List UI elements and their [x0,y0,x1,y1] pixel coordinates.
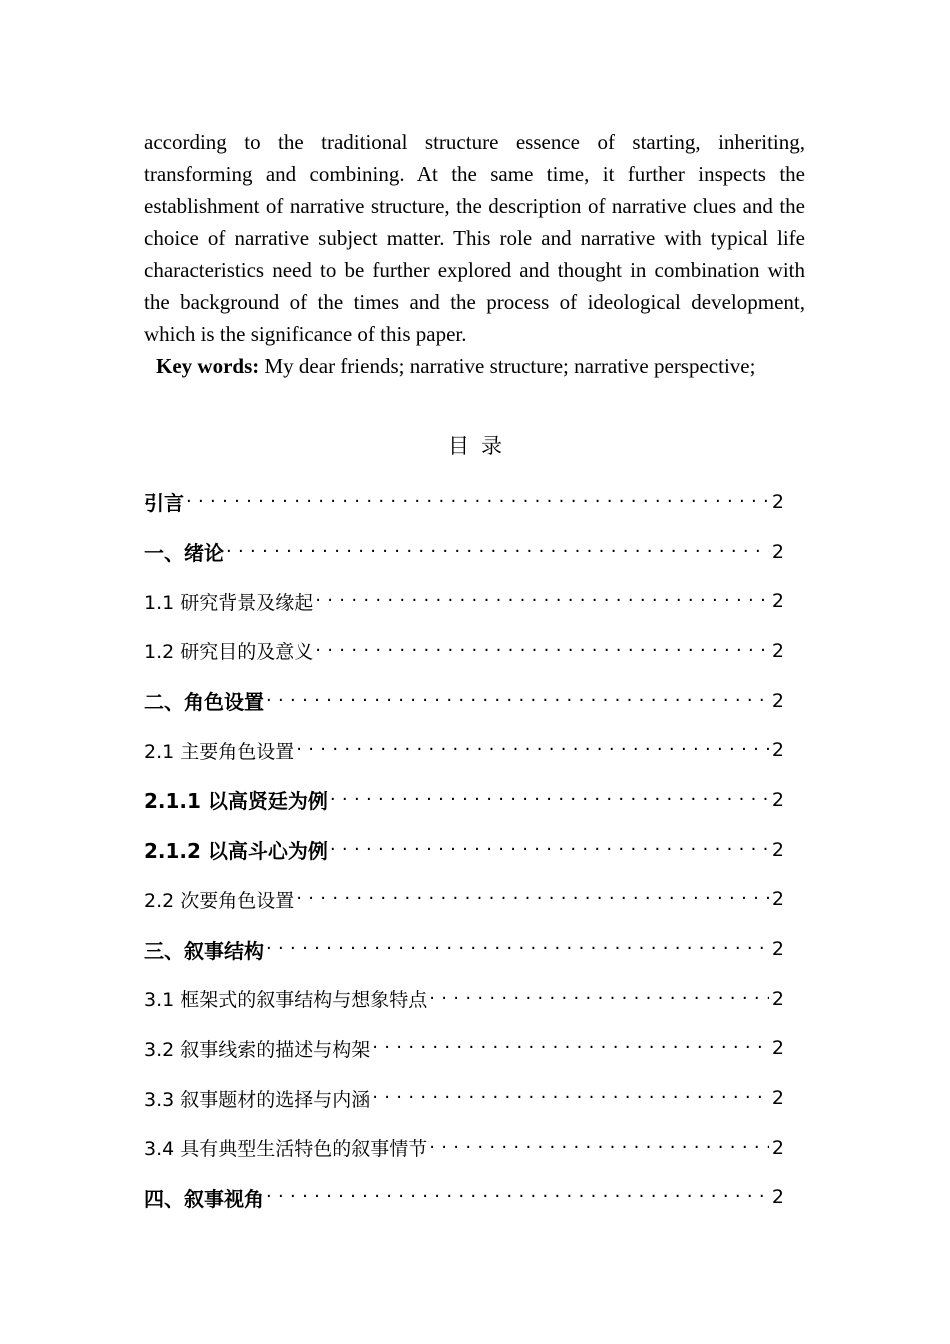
toc-page-number: 2 [771,987,784,1010]
toc-leader [372,1089,769,1107]
toc-entry-text: 1.2 研究目的及意义 [144,641,314,664]
toc-page-number: 2 [771,788,784,811]
toc-entry[interactable] [144,875,784,925]
toc-leader [266,692,769,710]
toc-leader [330,841,769,859]
toc-leader [296,890,769,908]
toc-entry[interactable] [144,477,784,527]
toc-entry[interactable] [144,725,784,775]
toc-title: 目录 [448,434,514,458]
toc-page-number: 2 [771,590,784,613]
toc-entry[interactable] [144,626,784,676]
toc-entry[interactable] [144,1123,784,1173]
toc-entry-text: 二、角色设置 [144,690,264,715]
toc-entry[interactable] [144,576,784,626]
toc-leader [296,741,769,759]
toc-leader [266,940,769,958]
toc-page-number: 2 [771,639,784,662]
toc-leader [315,642,769,660]
toc-entry[interactable] [144,676,784,726]
toc-leader [429,990,769,1008]
toc-page-number: 2 [771,1037,784,1060]
toc-page-number: 2 [771,1087,784,1110]
toc-entry-text: 3.1 框架式的叙事结构与想象特点 [144,989,428,1012]
toc-entry[interactable] [144,1024,784,1074]
toc-entry[interactable] [144,1073,784,1123]
toc-leader [372,1039,769,1057]
toc-entry-text: 2.1.2 以高斗心为例 [144,839,328,864]
toc-page-number: 2 [771,540,784,563]
keywords-line [156,350,816,382]
keywords-label: Key words: [156,354,260,378]
toc-page-number: 2 [771,938,784,961]
toc-leader [226,543,769,561]
toc-leader [330,791,769,809]
keywords-value: My dear friends; narrative structure; narrative perspective; [259,354,756,378]
toc-entry-text: 2.1.1 以高贤廷为例 [144,789,328,814]
toc-leader [429,1139,769,1157]
toc-entry[interactable] [144,974,784,1024]
toc-page-number: 2 [771,739,784,762]
toc-entry-text: 2.1 主要角色设置 [144,740,295,763]
toc-leader [266,1188,769,1206]
toc-entry-text: 2.2 次要角色设置 [144,889,295,912]
toc-page-number: 2 [771,1136,784,1159]
toc-entry[interactable] [144,1173,784,1223]
toc-entry-text: 三、叙事结构 [144,938,264,963]
toc-entry-text: 1.1 研究背景及缘起 [144,591,314,614]
toc-entry[interactable] [144,527,784,577]
toc-page-number: 2 [771,1186,784,1209]
toc-entry-text: 引言 [144,491,184,516]
toc-page-number: 2 [771,888,784,911]
toc-entry-text: 3.4 具有典型生活特色的叙事情节 [144,1138,428,1161]
toc-entry[interactable] [144,825,784,875]
toc-entry-text: 3.2 叙事线索的描述与构架 [144,1038,371,1061]
toc-page-number: 2 [771,689,784,712]
toc-entry[interactable] [144,924,784,974]
table-of-contents [144,477,784,1222]
toc-page-number: 2 [771,490,784,513]
toc-entry-text: 一、绪论 [144,541,224,566]
toc-page-number: 2 [771,838,784,861]
toc-entry-text: 四、叙事视角 [144,1186,264,1211]
toc-leader [315,592,769,610]
toc-entry[interactable] [144,775,784,825]
toc-leader [186,493,769,511]
toc-entry-text: 3.3 叙事题材的选择与内涵 [144,1088,371,1111]
abstract-paragraph: according to the traditional structure essence of starting, inheriting, transforming and combining. At the same time, it further inspects the establishment of narrative structure, the description of narrative clues and the choice of narrative subject matter. This role and narrative with typical life characteristics need to be further explored and thought in combination with the background of the times and the process of ideological development, which is the significance of this paper. [144,130,805,346]
